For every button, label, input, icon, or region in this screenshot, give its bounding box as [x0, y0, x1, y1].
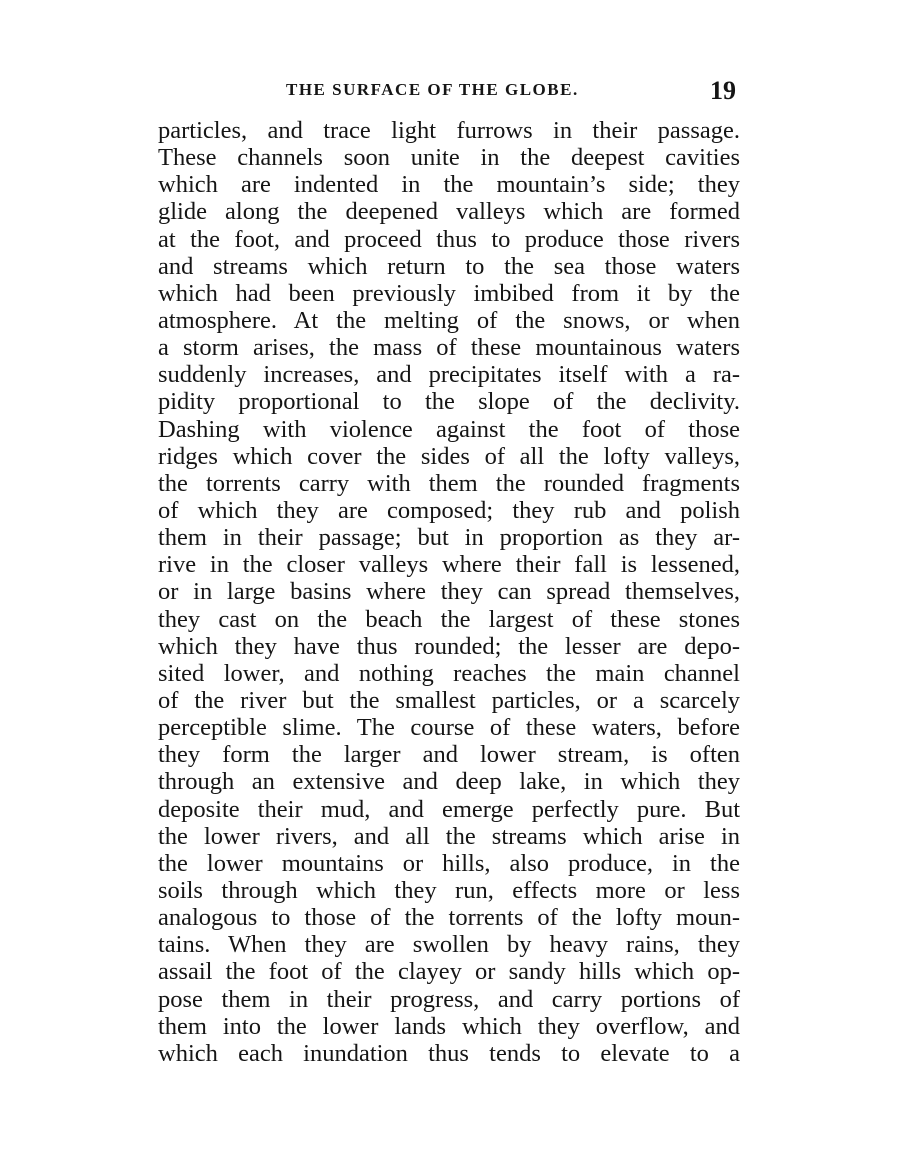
text-line: glide along the deepened valleys which are formed — [158, 198, 740, 226]
text-line: perceptible slime. The course of these waters, before — [158, 714, 740, 742]
running-title: THE SURFACE OF THE GLOBE. — [286, 80, 579, 99]
text-line: they form the larger and lower stream, is often — [158, 741, 740, 769]
body-text — [158, 117, 740, 1067]
text-line: sited lower, and nothing reaches the main channel — [158, 659, 740, 687]
text-line: through an extensive and deep lake, in which they — [158, 768, 740, 796]
page-number: 19 — [710, 76, 736, 105]
text-line: soils through which they run, effects more or less — [158, 876, 740, 904]
text-line: a storm arises, the mass of these mountainous waters — [158, 334, 740, 362]
text-line: which are indented in the mountain’s side; they — [158, 171, 740, 199]
running-head — [158, 76, 740, 106]
text-line: them into the lower lands which they overflow, and — [158, 1012, 740, 1040]
text-line: and streams which return to the sea those waters — [158, 252, 740, 280]
text-line: particles, and trace light furrows in their passage. — [158, 117, 740, 144]
text-line: which had been previously imbibed from it by the — [158, 279, 740, 307]
text-line: of which they are composed; they rub and polish — [158, 496, 740, 524]
text-line: suddenly increases, and precipitates itself with a ra- — [158, 361, 740, 389]
text-line: rive in the closer valleys where their fall is lessened, — [158, 551, 740, 579]
text-line: pidity proportional to the slope of the declivity. — [158, 388, 740, 416]
text-line: at the foot, and proceed thus to produce those rivers — [158, 225, 740, 253]
text-line: deposite their mud, and emerge perfectly pure. But — [158, 795, 740, 823]
text-line: the lower rivers, and all the streams which arise in — [158, 822, 740, 850]
text-line: they cast on the beach the largest of these stones — [158, 605, 740, 633]
text-line: analogous to those of the torrents of the lofty moun- — [158, 904, 740, 932]
text-line: Dashing with violence against the foot of those — [158, 415, 740, 443]
text-line: These channels soon unite in the deepest cavities — [158, 144, 740, 172]
text-line: them in their passage; but in proportion as they ar- — [158, 524, 740, 552]
text-line: pose them in their progress, and carry portions of — [158, 985, 740, 1013]
text-line: the torrents carry with them the rounded fragments — [158, 469, 740, 497]
text-line: or in large basins where they can spread themselves, — [158, 578, 740, 606]
text-line: assail the foot of the clayey or sandy hills which op- — [158, 958, 740, 986]
text-line: which they have thus rounded; the lesser are depo- — [158, 632, 740, 660]
text-line: tains. When they are swollen by heavy rains, they — [158, 931, 740, 959]
text-line: ridges which cover the sides of all the lofty valleys, — [158, 442, 740, 470]
text-line: the lower mountains or hills, also produce, in the — [158, 849, 740, 877]
text-line: of the river but the smallest particles, or a scarcely — [158, 686, 740, 714]
text-line: which each inundation thus tends to elevate to a — [158, 1039, 740, 1067]
text-line: atmosphere. At the melting of the snows, or when — [158, 306, 740, 334]
